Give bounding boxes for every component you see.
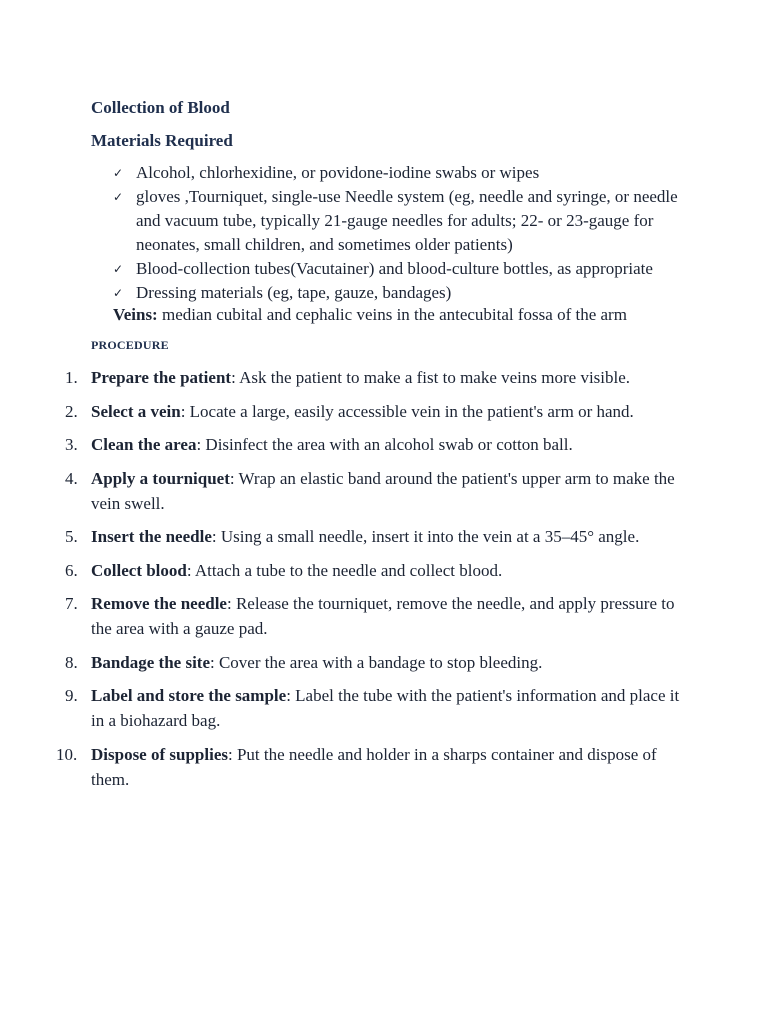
step-number: 3. [65,435,78,454]
step-text: : Wrap an elastic band around the patient's upper arm to make the vein swell. [91,468,675,513]
step-text: : Put the needle and holder in a sharps container and dispose of them. [91,744,657,789]
procedure-step [56,742,690,792]
step-title: Clean the area [91,435,197,454]
procedure-step [60,524,690,549]
step-number: 10. [56,744,78,764]
veins-text: median cubital and cephalic veins in the antecubital fossa of the arm [157,305,627,324]
step-number: 8. [65,652,78,672]
step-title: Remove the needle [91,594,227,613]
materials-item-text: gloves ,Tourniquet, single-use Needle system (eg, needle and syringe, or needle and vacuum tube, typically 21-gauge needles for adults; 22- or 23-gauge for neonates, small children, and sometimes older patients) [136,187,678,254]
step-number: 4. [65,468,78,488]
step-number: 1. [65,368,78,387]
step-text: : Using a small needle, insert it into the vein at a 35–45° angle. [211,527,640,546]
check-icon: ✓ [113,166,124,180]
materials-item [113,185,683,257]
step-title: Prepare the patient [91,368,232,387]
procedure-step [60,365,690,390]
step-text: : Cover the area with a bandage to stop bleeding. [210,652,543,672]
step-text: : Locate a large, easily accessible vein in the patient's arm or hand. [180,401,634,421]
step-number: 2. [65,401,78,421]
step-title: Bandage the site [91,652,210,672]
step-number: 9. [65,686,78,705]
step-text: : Release the tourniquet, remove the needle, and apply pressure to the area with a gauze pad. [91,594,675,638]
procedure-step [60,591,690,641]
procedure-steps [56,365,690,800]
check-icon: ✓ [113,190,124,204]
materials-heading: Materials Required [91,131,233,150]
veins-label: Veins: [113,305,158,324]
procedure-step [60,399,690,424]
step-number: 6. [65,560,78,580]
document-title: Collection of Blood [91,98,230,117]
materials-item-text: Blood-collection tubes(Vacutainer) and blood-culture bottles, as appropriate [136,259,653,278]
step-number: 7. [65,594,78,613]
step-title: Apply a tourniquet [91,468,230,488]
step-text: : Label the tube with the patient's information and place it in a biohazard bag. [91,686,680,730]
procedure-heading: PROCEDURE [91,338,169,352]
procedure-step [60,683,690,733]
step-title: Label and store the sample [91,686,287,705]
materials-item [113,257,683,281]
veins-line [113,305,627,325]
materials-item-text: Dressing materials (eg, tape, gauze, bandages) [136,283,452,302]
procedure-step [60,466,690,516]
step-number: 5. [65,527,78,546]
step-title: Select a vein [91,401,181,421]
step-title: Collect blood [91,560,187,580]
procedure-step [60,558,690,583]
step-title: Insert the needle [91,527,212,546]
procedure-step [60,650,690,675]
materials-item [113,281,683,305]
step-title: Dispose of supplies [91,744,228,764]
check-icon: ✓ [113,262,124,276]
step-text: : Attach a tube to the needle and collect blood. [186,560,503,580]
procedure-step [60,432,690,457]
materials-list [113,161,683,305]
materials-item [113,161,683,185]
step-text: : Ask the patient to make a fist to make veins more visible. [231,368,631,387]
check-icon: ✓ [113,286,124,300]
step-text: : Disinfect the area with an alcohol swab or cotton ball. [196,435,573,454]
materials-item-text: Alcohol, chlorhexidine, or povidone-iodine swabs or wipes [136,163,540,182]
